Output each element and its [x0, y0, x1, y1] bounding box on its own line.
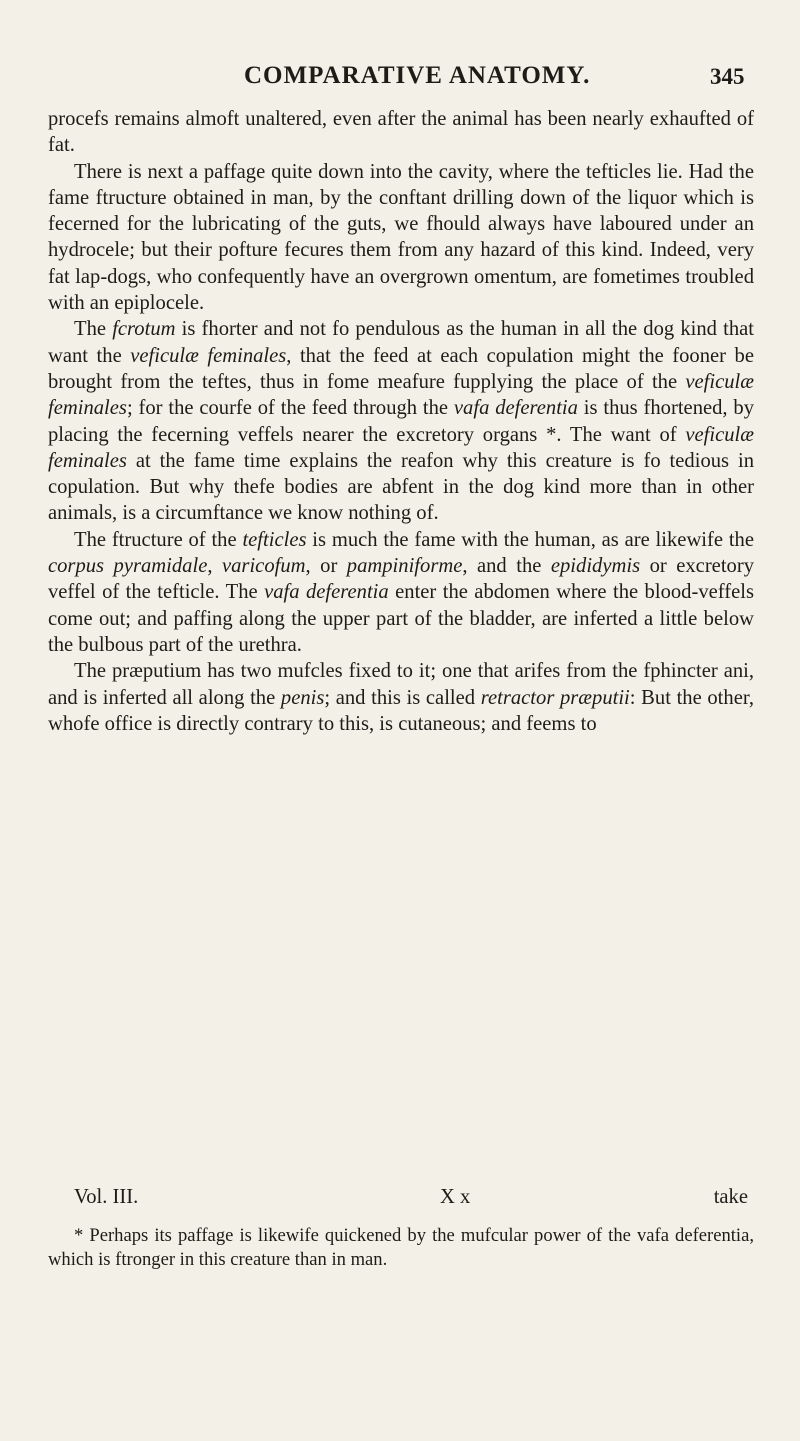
signature-mark: X x: [440, 1186, 471, 1208]
text-run: , or: [305, 555, 347, 578]
text-run: or excretory veffel of the tefticle. The: [48, 555, 754, 604]
text-run: ; for the courfe of the feed through the: [126, 397, 454, 420]
paragraph: [48, 159, 754, 317]
italic-term: corpus pyramidale: [48, 555, 208, 578]
italic-term: penis: [280, 686, 325, 709]
footnote: * Perhaps its paffage is likewife quickened by the mufcular power of the vafa deferentia, which is ftronger in this creature than in man.: [48, 1225, 754, 1270]
text-run: is fhorter and not fo pendulous as the human in all the dog kind that want the: [48, 318, 754, 367]
paragraph: [48, 658, 754, 737]
italic-term: veficulæ feminales: [130, 344, 287, 367]
text-run: is much the fame with the human, as are likewife the: [306, 528, 754, 551]
text-run: , that the feed at each copulation might the fooner be brought from the teftes, thus in fome meafure fupplying the place of the: [48, 344, 754, 393]
italic-term: fcrotum: [112, 318, 176, 341]
italic-term: vafa deferentia: [264, 581, 389, 604]
italic-term: pampiniforme: [346, 555, 463, 578]
page-header: [0, 62, 800, 102]
text-run: , and the: [462, 555, 551, 578]
paragraph: [48, 316, 754, 526]
text-run: is thus fhortened, by placing the fecerning veffels nearer the excretory organs *. The want of: [48, 397, 755, 446]
italic-term: epididymis: [550, 555, 641, 578]
italic-term: veficulæ feminales: [48, 370, 754, 420]
paragraph: [48, 106, 754, 159]
text-run: procefs remains almoft unaltered, even after the animal has been nearly exhaufted of fat.: [48, 108, 754, 157]
volume-label: Vol. III.: [74, 1186, 139, 1208]
text-run: The præputium has two mufcles fixed to it; one that arifes from the fphincter ani, and is inferted all along the: [48, 660, 754, 709]
text-run: ,: [207, 555, 222, 578]
paragraph: [48, 527, 754, 658]
text-run: : But the other, whofe office is directly contrary to this, is cutaneous; and feems to: [48, 686, 755, 735]
italic-term: varicofum: [222, 555, 306, 578]
italic-term: tefticles: [242, 528, 307, 551]
italic-term: veficulæ feminales: [48, 423, 754, 472]
italic-term: vafa deferentia: [453, 397, 578, 420]
page-footer: [48, 1186, 754, 1216]
page-number: 345: [710, 64, 745, 89]
text-run: enter the abdomen where the blood-veffels come out; and paffing along the upper part of the bladder, are inferted a little below the bulbous part of the urethra.: [48, 581, 754, 656]
text-run: at the fame time explains the reafon why this creature is fo tedious in copulation. But why thefe bodies are abfent in the dog kind more than in other animals, is a circumftance we know nothing of.: [48, 449, 754, 525]
running-head: COMPARATIVE ANATOMY.: [244, 62, 591, 89]
text-run: The ftructure of the: [74, 528, 243, 551]
body-text: [48, 106, 754, 737]
catchword: take: [713, 1186, 748, 1208]
text-run: The: [74, 318, 113, 341]
italic-term: retractor præputii: [480, 686, 630, 709]
text-run: There is next a paffage quite down into the cavity, where the tefticles lie. Had the fame ftructure obtained in man, by the conftant drilling down of the liquor which is fecerned for the lubricating of the guts, we fhould always have laboured under an hydrocele; but their pofture fecures them from any hazard of this kind. Indeed, very fat lap-dogs, who confequently have an overgrown omentum, are fometimes troubled with an epiplocele.: [48, 160, 754, 315]
text-run: ; and this is called: [324, 686, 481, 709]
